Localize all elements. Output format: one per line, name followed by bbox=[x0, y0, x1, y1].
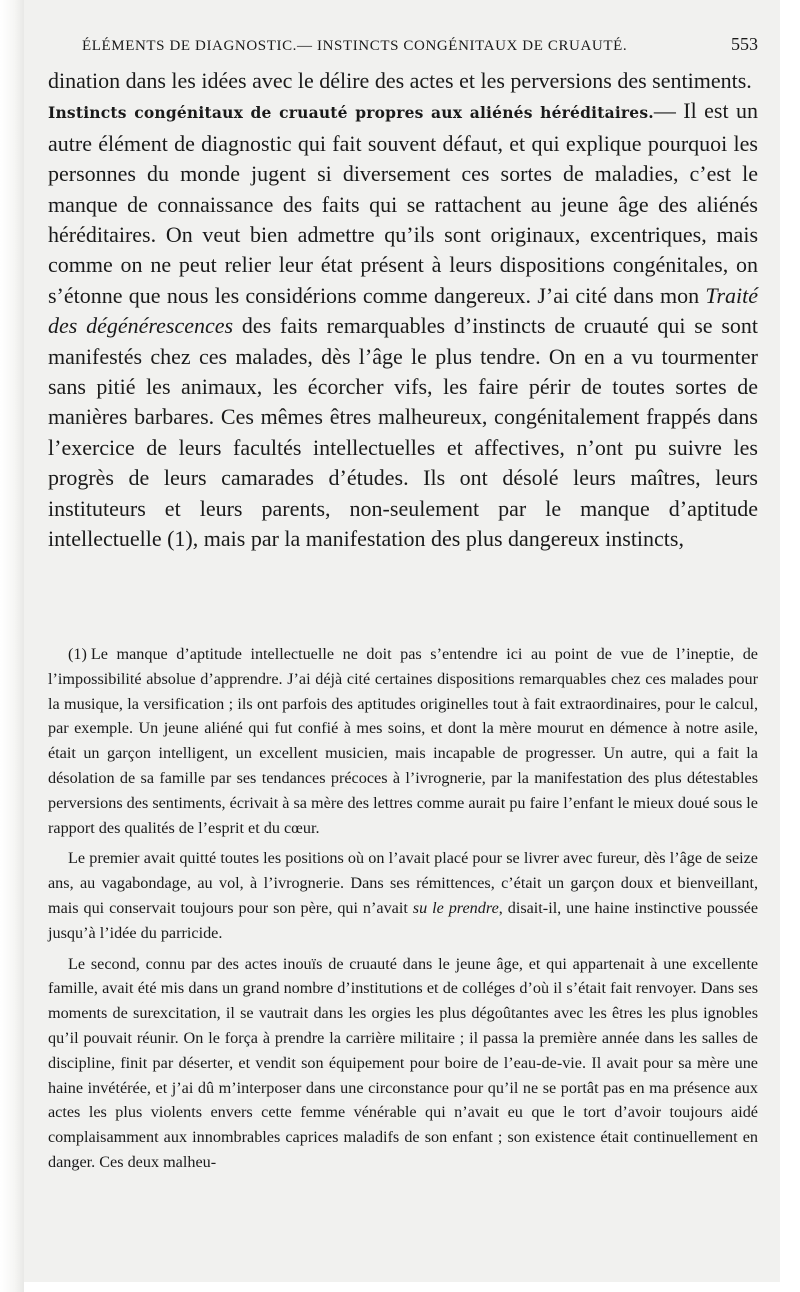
running-head-title: ÉLÉMENTS DE DIAGNOSTIC.— INSTINCTS CONGÉNITAUX DE CRUAUTÉ. bbox=[82, 38, 628, 54]
footnote-text-2a: Le premier avait quitté toutes les positions où on l’avait placé pour se livrer avec fureur, dès l’âge de seize ans, au vagabondage, au vol, à l’ivrognerie. Dans ses rémittences, c’était un garçon doux et bienveillant, mais qui conservait toujours pour son père, qui n’avait bbox=[48, 849, 758, 917]
section-paragraph bbox=[48, 96, 758, 554]
page-number: 553 bbox=[731, 34, 758, 54]
footnote-text-2b: , disait-il, une haine instinctive poussée jusqu’à l’idée du parricide. bbox=[48, 898, 759, 942]
footnote-paragraph-1 bbox=[48, 642, 758, 840]
book-title-reference: Traité des dégénérescences bbox=[48, 282, 758, 339]
paragraph-text-2: des faits remarquables d’instincts de cruauté qui se sont manifestés chez ces malades, dès l’âge le plus tendre. On en a vu tourmenter sans pitié les animaux, les écorcher vifs, les faire périr de toutes sortes de manières barbares. Ces mêmes êtres malheureux, congénitalement frappés dans l’exercice de leurs facultés intellectuelles et affectives, n’ont pu suivre les progrès de leurs camarades d’études. Ils ont désolé leurs maîtres, leurs instituteurs et leurs parents, non-seulement par le manque d’aptitude intellectuelle bbox=[48, 313, 759, 552]
footnote-block bbox=[48, 642, 758, 1175]
main-text bbox=[48, 66, 758, 555]
opening-paragraph: dination dans les idées avec le délire des actes et les perversions des sentiments. bbox=[48, 68, 752, 93]
section-title: Instincts congénitaux de cruauté propres aux aliénés héréditaires. bbox=[48, 103, 654, 123]
footnote-reference: (1) bbox=[167, 526, 193, 552]
paragraph-text-1: — Il est un autre élément de diagnostic qui fait souvent défaut, et qui explique pourquoi les personnes du monde jugent si diversement ces sortes de maladies, c’est le manque de connaissance des faits qui se rattachent au jeune âge des aliénés héréditaires. On veut bien admettre qu’ils sont originaux, excentriques, mais comme on ne peut relier leur état présent à leurs dispositions congénitales, on s’étonne que nous les considérions comme dangereux. J’ai cité dans mon bbox=[48, 98, 758, 308]
page-edge-shadow bbox=[0, 0, 24, 1292]
footnote-paragraph-2 bbox=[48, 846, 758, 945]
running-head bbox=[82, 34, 758, 55]
footnote-emphasis: su le prendre bbox=[412, 898, 499, 917]
paragraph-text-3: , mais par la manifestation des plus dangereux instincts, bbox=[192, 526, 684, 552]
footnote-paragraph-3: Le second, connu par des actes inouïs de cruauté dans le jeune âge, et qui appartenait à une excellente famille, avait été mis dans un grand nombre d’institutions et de colléges d’où il s’était fait renvoyer. Dans ses moments de surexcitation, il se vautrait dans les orgies les plus dégoûtantes avec les êtres les plus ignobles qu’il pouvait réunir. On le força à prendre la carrière militaire ; il passa la première année dans les salles de discipline, finit par déserter, et vendit son équipement pour boire de l’eau-de-vie. Il avait pour sa mère une haine invétérée, et j’ai dû m’interposer dans une circonstance pour qu’il ne se portât pas en ma présence aux actes les plus violents envers cette femme vénérable qui n’avait eu que le tort d’avoir toujours aidé complaisamment aux innombrables caprices maladifs de son enfant ; son existence était continuellement en danger. Ces deux malheu- bbox=[48, 954, 758, 1171]
footnote-text-1: Le manque d’aptitude intellectuelle ne doit pas s’entendre ici au point de vue de l’ineptie, de l’impossibilité absolue d’apprendre. J’ai déjà cité certaines dispositions remarquables chez ces malades pour la musique, la versification ; ils ont parfois des aptitudes originelles tout à fait extraordinaires, pour le calcul, par exemple. Un jeune aliéné qui fut confié à mes soins, et dont la mère mourut en démence à notre asile, était un garçon intelligent, un excellent musicien, mais incapable de progresser. Un autre, qui a fait la désolation de sa famille par ses tendances précoces à l’ivrognerie, par la manifestation des plus détestables perversions des sentiments, écrivait à sa mère des lettres comme aurait pu faire l’enfant le mieux doué sous le rapport des qualités de l’esprit et du cœur. bbox=[48, 645, 758, 837]
footnote-marker: (1) bbox=[68, 645, 87, 663]
